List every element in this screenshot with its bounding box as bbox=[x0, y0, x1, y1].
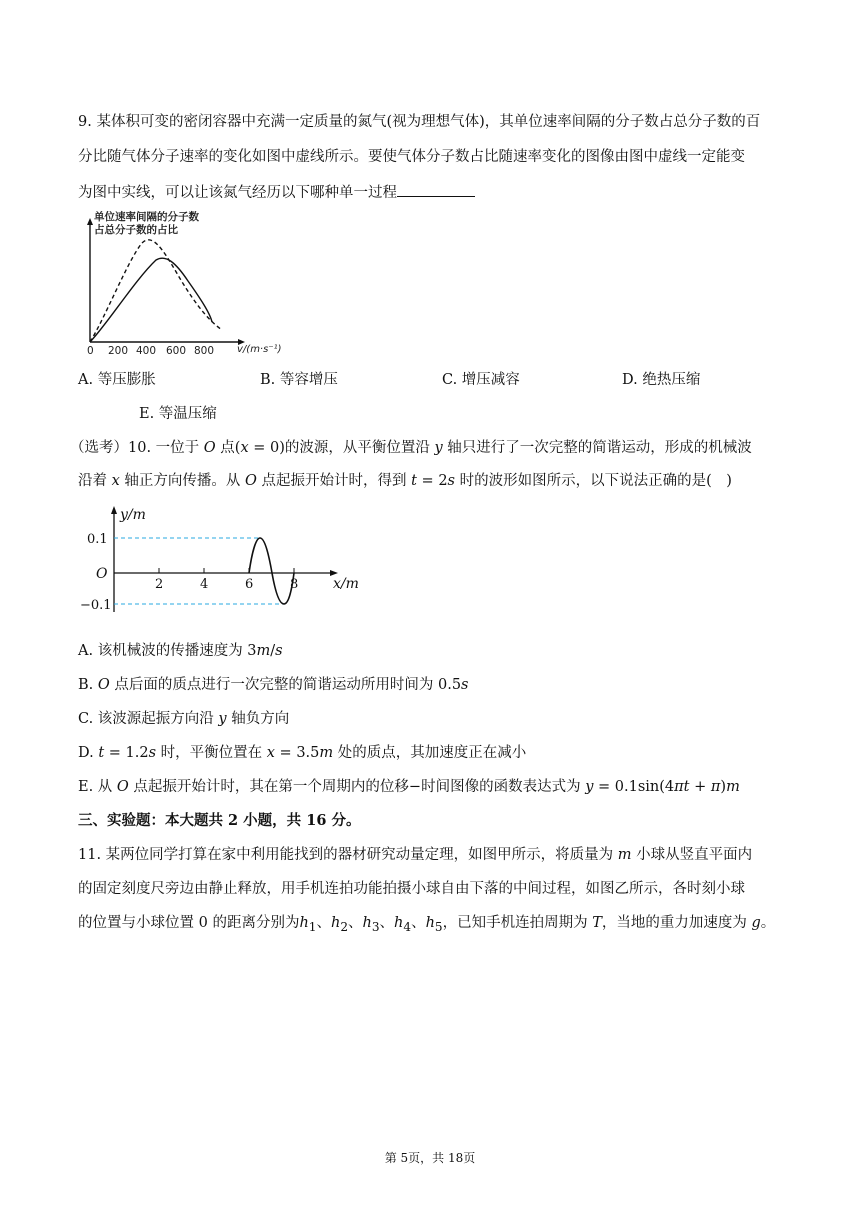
q9-chart-xlabel: v/(m·s⁻¹) bbox=[237, 344, 282, 355]
q10-ytick-neg: −0.1 bbox=[80, 598, 112, 613]
q9-tick-0: 0 bbox=[87, 345, 94, 357]
q10-xtick-8: 8 bbox=[290, 577, 299, 592]
q10-option-b: B. O 点后面的质点进行一次完整的简谐运动所用时间为 0.5s bbox=[78, 677, 469, 693]
q9-distribution-chart bbox=[80, 208, 290, 360]
q10-option-c: C. 该波源起振方向沿 y 轴负方向 bbox=[78, 711, 290, 727]
q9-tick-600: 600 bbox=[166, 345, 187, 357]
q9-tick-800: 800 bbox=[194, 345, 215, 357]
q10-line-2: 沿着 x 轴正方向传播。从 O 点起振开始计时，得到 t = 2s 时的波形如图所示，以下说法正确的是( ) bbox=[78, 473, 732, 489]
q10-xtick-2: 2 bbox=[155, 577, 164, 592]
q10-xtick-6: 6 bbox=[245, 577, 254, 592]
q9-option-e: E. 等温压缩 bbox=[139, 406, 217, 422]
q10-line-1: （选考）10. 一位于 O 点(x = 0)的波源，从平衡位置沿 y 轴只进行了一次完整的简谐运动，形成的机械波 bbox=[70, 440, 752, 456]
answer-blank bbox=[397, 182, 475, 197]
q9-chart-ylabel-2: 占总分子数的占比 bbox=[94, 224, 178, 236]
q9-chart-ylabel-1: 单位速率间隔的分子数 bbox=[94, 211, 199, 223]
section-3-heading: 三、实验题：本大题共 2 小题，共 16 分。 bbox=[78, 812, 361, 829]
q9-tick-400: 400 bbox=[136, 345, 157, 357]
q10-ylabel: y/m bbox=[120, 507, 146, 523]
page-footer: 第 5页，共 18页 bbox=[384, 1151, 476, 1165]
q10-wave-curve bbox=[249, 538, 294, 604]
q11-line-2: 的固定刻度尺旁边由静止释放，用手机连拍功能拍摄小球自由下落的中间过程，如图乙所示，各时刻小球 bbox=[78, 881, 745, 897]
q9-option-a: A. 等压膨胀 bbox=[78, 372, 156, 388]
q9-line-3 bbox=[78, 182, 475, 203]
q9-option-c: C. 增压减容 bbox=[442, 372, 520, 388]
q9-y-axis-arrow bbox=[87, 218, 93, 225]
q9-tick-200: 200 bbox=[108, 345, 129, 357]
q10-option-e: E. 从 O 点起振开始计时，其在第一个周期内的位移−时间图像的函数表达式为 y = 0.1sin(4πt + π)m bbox=[78, 779, 740, 795]
q10-option-a: A. 该机械波的传播速度为 3m/s bbox=[78, 643, 283, 659]
q10-origin: O bbox=[96, 566, 108, 582]
q10-y-axis-arrow bbox=[111, 506, 117, 514]
q10-ytick-pos: 0.1 bbox=[87, 532, 108, 547]
q9-solid-curve bbox=[90, 258, 212, 342]
q9-dashed-curve bbox=[90, 240, 222, 342]
q9-option-b: B. 等容增压 bbox=[260, 372, 338, 388]
q10-option-d: D. t = 1.2s 时，平衡位置在 x = 3.5m 处的质点，其加速度正在减小 bbox=[78, 745, 527, 761]
q10-xlabel: x/m bbox=[333, 576, 359, 592]
q9-line-1: 9. 某体积可变的密闭容器中充满一定质量的氮气(视为理想气体)，其单位速率间隔的分子数占总分子数的百 bbox=[78, 114, 761, 130]
q10-wave-graph bbox=[80, 500, 370, 620]
q9-line-3-text: 为图中实线，可以让该氮气经历以下哪种单一过程 bbox=[78, 185, 397, 201]
q10-xtick-4: 4 bbox=[200, 577, 209, 592]
q11-line-3: 的位置与小球位置 0 的距离分别为$h_1$、$h_2$、$h_3$、$h_4$、$h_5$，已知手机连拍周期为 T，当地的重力加速度为 g。 bbox=[78, 915, 776, 934]
q9-option-d: D. 绝热压缩 bbox=[622, 372, 701, 388]
q11-line-1: 11. 某两位同学打算在家中利用能找到的器材研究动量定理，如图甲所示，将质量为 m 小球从竖直平面内 bbox=[78, 847, 753, 863]
q9-line-2: 分比随气体分子速率的变化如图中虚线所示。要使气体分子数占比随速率变化的图像由图中虚线一定能变 bbox=[78, 149, 745, 165]
